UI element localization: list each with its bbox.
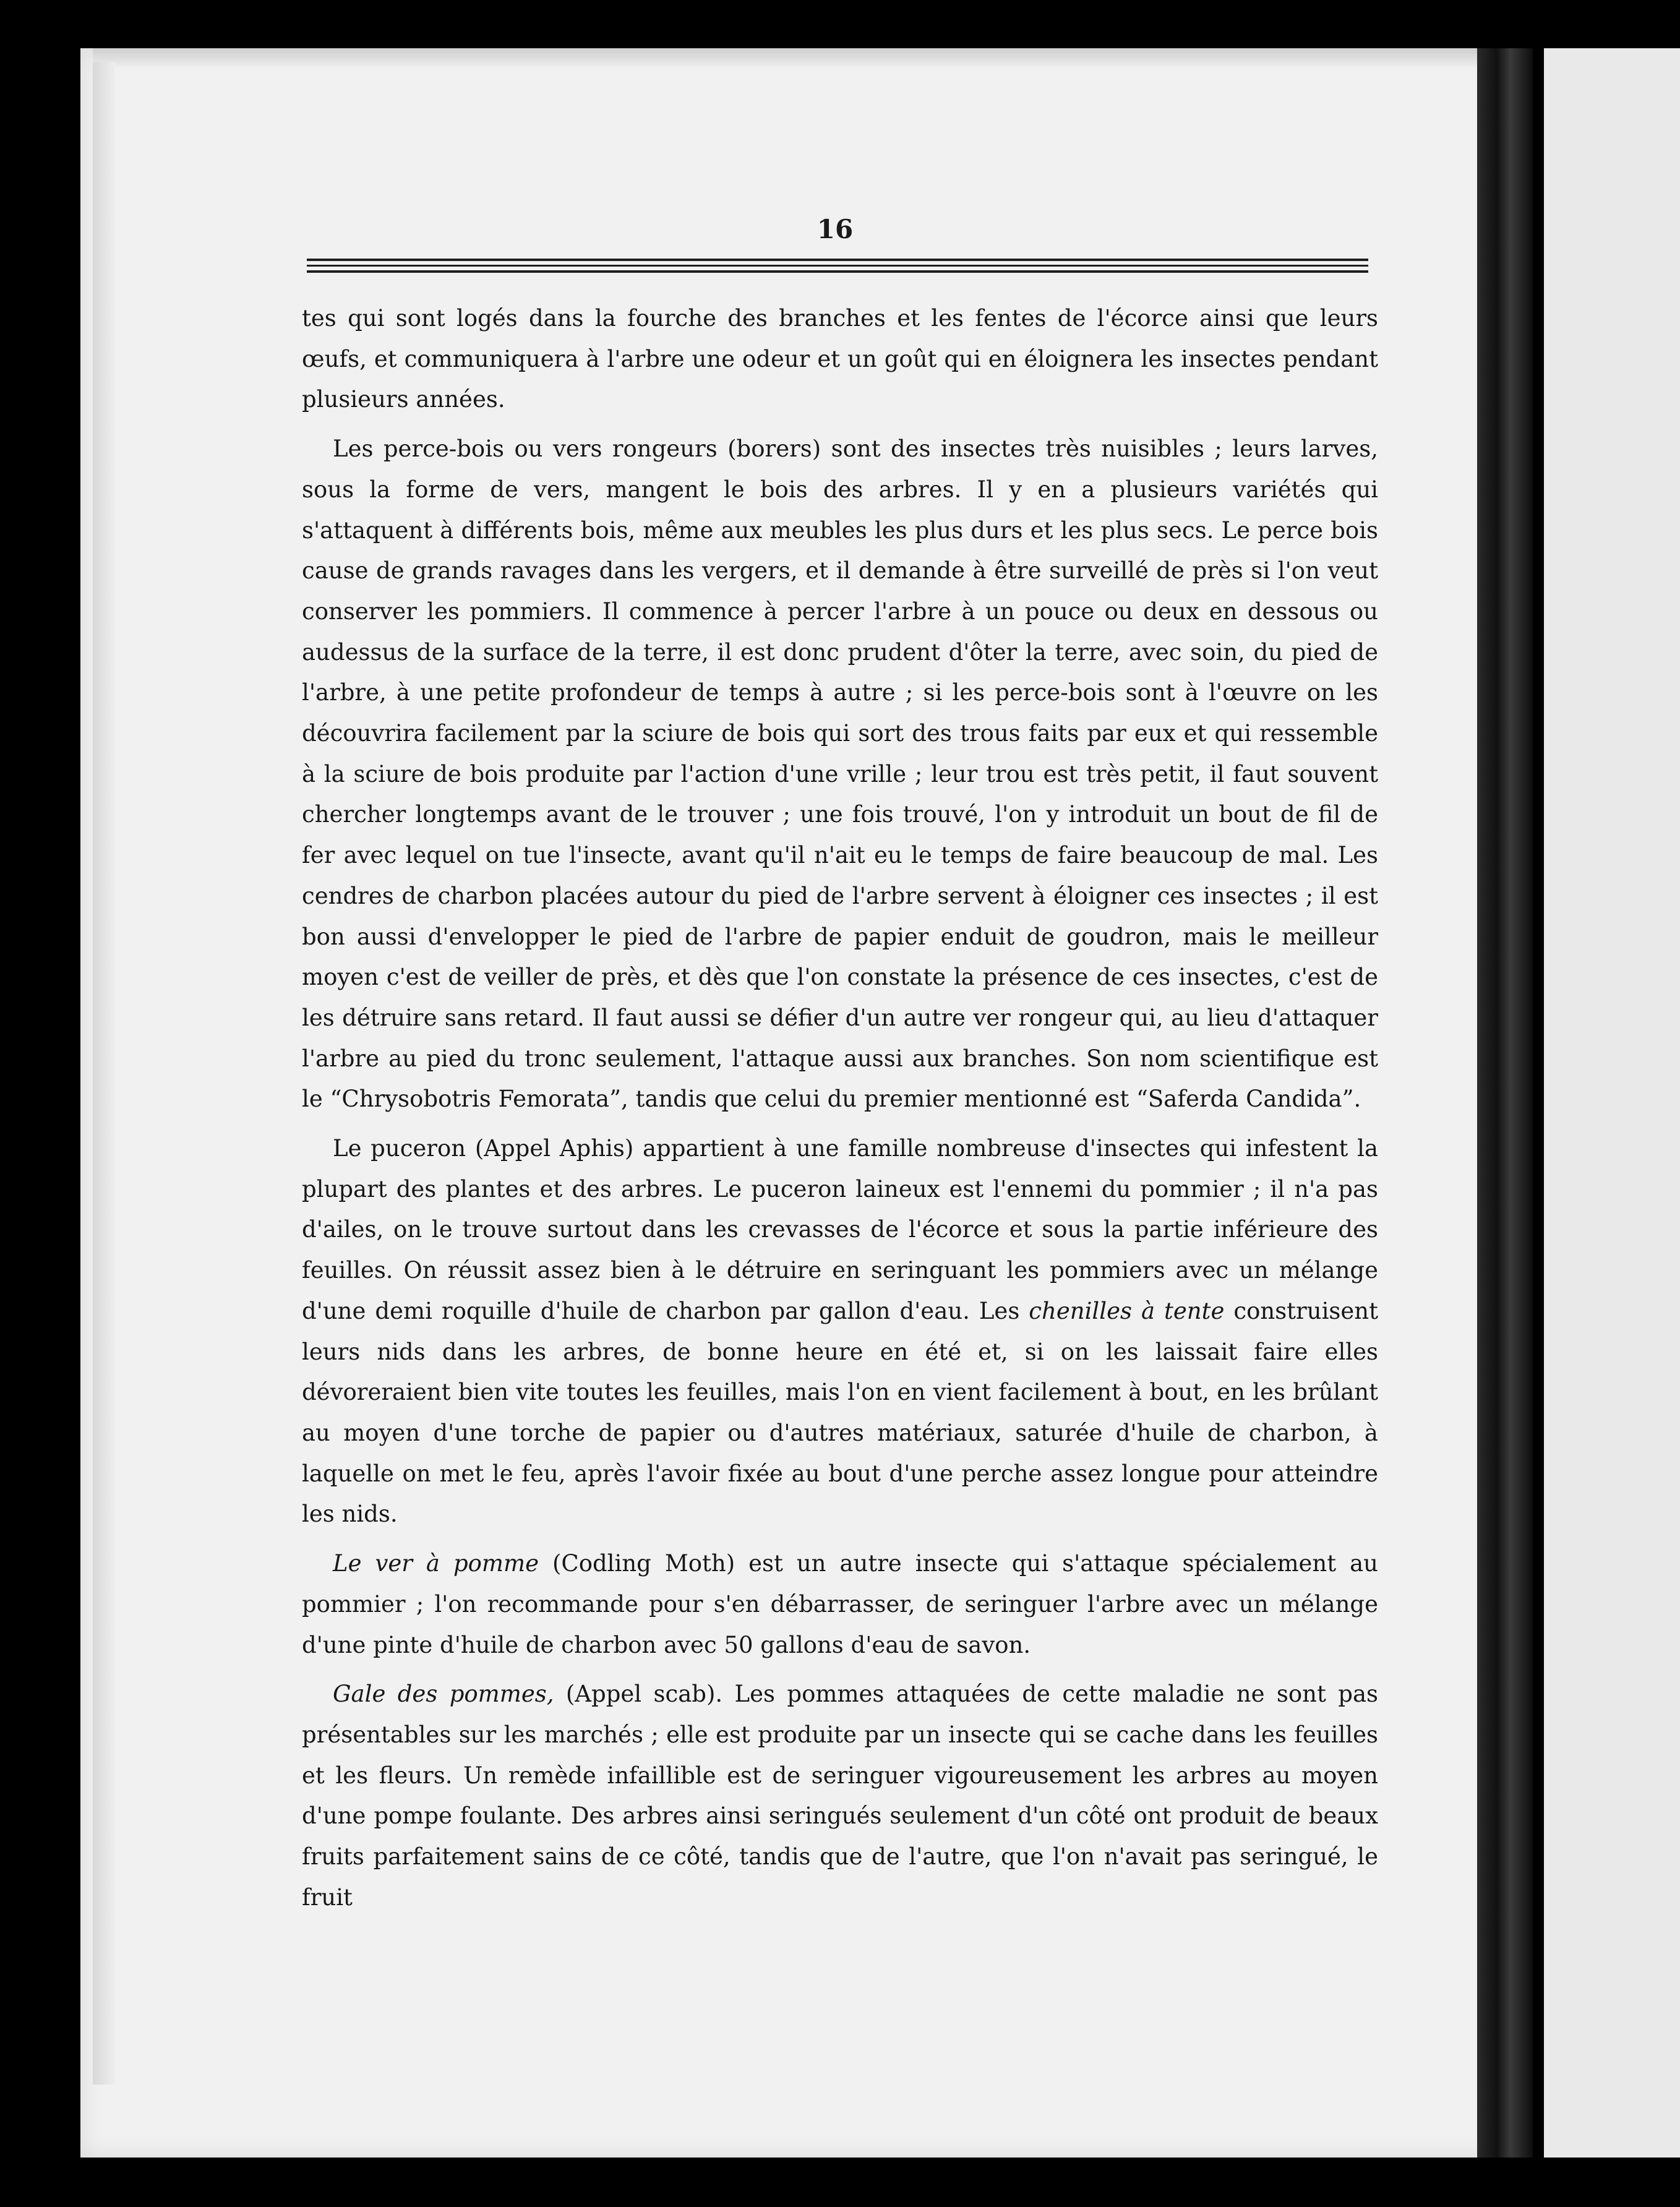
paragraph-text: construisent leurs nids dans les arbres, de bonne heure en été et, si on les laissait faire elles dévoreraient bien vite toutes les feuilles, mais l'on en vient facilement à bout, en les brûlant au moyen d'une torche de papier ou d'autres matériaux, saturée d'huile de charbon, à laquelle on met le feu, après l'avoir fixée au bout d'une perche assez longue pour atteindre les nids. (302, 1297, 1378, 1528)
paragraph: Les perce-bois ou vers rongeurs (borers) sont des insectes très nuisibles ; leurs larves, sous la forme de vers, mangent le bois des arbres. Il y en a plusieurs variétés qui s'attaquent à différents bois, même aux meubles les plus durs et les plus secs. Le perce bois cause de grands ravages dans les vergers, et il demande à être surveillé de près si l'on veut conserver les pommiers. Il commence à percer l'arbre à un pouce ou deux en dessous ou audessus de la surface de la terre, il est donc prudent d'ôter la terre, avec soin, du pied de l'arbre, à une petite profondeur de temps à autre ; si les perce-bois sont à l'œuvre on les découvrira facilement par la sciure de bois qui sort des trous faits par eux et qui ressemble à la sciure de bois produite par l'action d'une vrille ; leur trou est très petit, il faut souvent chercher longtemps avant de le trouver ; une fois trouvé, l'on y introduit un bout de fil de fer avec lequel on tue l'insecte, avant qu'il n'ait eu le temps de faire beaucoup de mal. Les cendres de charbon placées autour du pied de l'arbre servent à éloigner ces insectes ; il est bon aussi d'envelopper le pied de l'arbre de papier enduit de goudron, mais le meilleur moyen c'est de veiller de près, et dès que l'on constate la présence de ces insectes, c'est de les détruire sans retard. Il faut aussi se défier d'un autre ver rongeur qui, au lieu d'attaquer l'arbre au pied du tronc seulement, l'attaque aussi aux branches. Son nom scientifique est le “Chrysobotris Femorata”, tandis que celui du premier mentionné est “Saferda Candida”. (302, 435, 1378, 1113)
header-rule (307, 259, 1368, 261)
paragraph (302, 1674, 1378, 1918)
paragraph-italic-text: chenilles à tente (1029, 1297, 1225, 1324)
paragraph-text: (Codling Moth) est un autre insecte qui s'attaque spécialement au pommier ; l'on recommande pour s'en débarrasser, de seringuer l'arbre avec un mélange d'une pinte d'huile de charbon avec 50 gallons d'eau de savon. (302, 1550, 1378, 1658)
paragraph-italic-text: Gale des pommes, (333, 1681, 554, 1708)
paragraph-italic-text: Le ver à pomme (333, 1550, 539, 1577)
paragraph-text: (Appel scab). Les pommes attaquées de cette maladie ne sont pas présentables sur les marchés ; elle est produite par un insecte qui se cache dans les feuilles et les fleurs. Un remède infaillible est de seringuer vigoureusement les arbres au moyen d'une pompe foulante. Des arbres ainsi seringués seulement d'un côté ont produit de beaux fruits parfaitement sains de ce côté, tandis que de l'autre, que l'on n'avait pas seringué, le fruit (302, 1681, 1379, 1911)
adjacent-page (1544, 48, 1680, 2158)
paragraph (302, 1543, 1378, 1665)
body-text (302, 298, 1378, 1922)
header-rule (307, 265, 1368, 267)
book-binding (1477, 48, 1533, 2158)
paragraph-text: Le puceron (Appel Aphis) appartient à une famille nombreuse d'insectes qui infestent la plupart des plantes et des arbres. Le puceron laineux est l'ennemi du pommier ; il n'a pas d'ailes, on le trouve surtout dans les crevasses de l'écorce et sous la partie inférieure des feuilles. On réussit assez bien à le détruire en seringuant les pommiers avec un mélange d'une demi roquille d'huile de charbon par gallon d'eau. Les (302, 1135, 1378, 1324)
header-rule (307, 270, 1368, 273)
page-left-edge (93, 62, 115, 2085)
page-number: 16 (816, 214, 854, 244)
page-top-edge (93, 48, 1515, 67)
paragraph: tes qui sont logés dans la fourche des branches et les fentes de l'écorce ainsi que leurs œufs, et communiquera à l'arbre une odeur et un goût qui en éloignera les insectes pendant plusieurs années. (302, 305, 1378, 413)
paragraph (302, 1128, 1378, 1535)
